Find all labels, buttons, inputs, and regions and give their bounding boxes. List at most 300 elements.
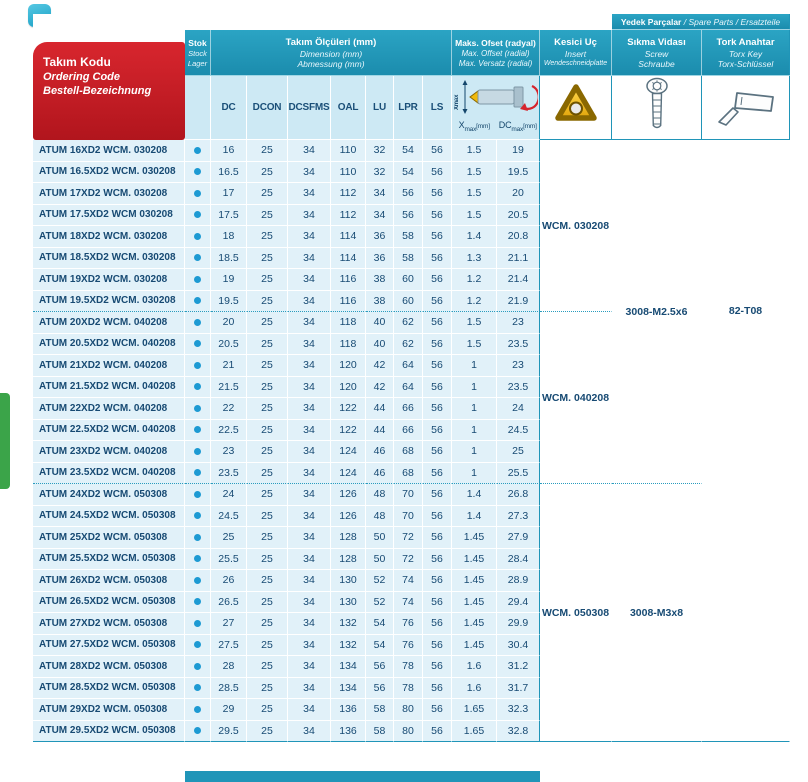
ls-cell: 56 <box>423 312 452 334</box>
dc-cell: 27 <box>211 613 247 635</box>
lpr-cell: 58 <box>394 226 423 248</box>
oal-cell: 120 <box>331 377 366 399</box>
dcsfms-cell: 34 <box>288 398 331 420</box>
dcon-cell: 25 <box>247 312 288 334</box>
oal-cell: 126 <box>331 506 366 528</box>
dc-cell: 24 <box>211 484 247 506</box>
xmax-cell: 1.65 <box>452 699 497 721</box>
insert-icon <box>551 79 601 131</box>
lu-cell: 50 <box>366 549 394 571</box>
ordering-code-cell: ATUM 25XD2 WCM. 050308 <box>33 527 185 549</box>
xmax-cell: 1.6 <box>452 678 497 700</box>
lpr-cell: 54 <box>394 162 423 184</box>
dcsfms-cell: 34 <box>288 140 331 162</box>
col-header-lu: LU <box>366 76 394 140</box>
oal-cell: 112 <box>331 183 366 205</box>
ls-cell: 56 <box>423 549 452 571</box>
lpr-cell: 60 <box>394 269 423 291</box>
ordering-code-cell: ATUM 19XD2 WCM. 030208 <box>33 269 185 291</box>
oal-cell: 120 <box>331 355 366 377</box>
stock-cell <box>185 312 211 334</box>
ls-cell: 56 <box>423 334 452 356</box>
dcmax-column-label: $DC_{max}[mm]$ <box>498 120 537 133</box>
stock-cell <box>185 613 211 635</box>
dcmax-cell: 23.5 <box>497 377 540 399</box>
xmax-cell: 1 <box>452 398 497 420</box>
lu-cell: 58 <box>366 721 394 743</box>
screw-header: Sıkma Vidası Screw Schraube <box>612 30 702 76</box>
stock-dot <box>194 168 201 175</box>
stock-cell <box>185 398 211 420</box>
dcon-cell: 25 <box>247 656 288 678</box>
ls-cell: 56 <box>423 527 452 549</box>
xmax-cell: 1.6 <box>452 656 497 678</box>
stock-dot <box>194 663 201 670</box>
ls-cell: 56 <box>423 355 452 377</box>
ls-cell: 56 <box>423 463 452 485</box>
dc-cell: 19.5 <box>211 291 247 313</box>
lpr-cell: 72 <box>394 527 423 549</box>
offset-column-labels <box>452 120 539 133</box>
screw-icon <box>643 77 671 133</box>
dcmax-cell: 26.8 <box>497 484 540 506</box>
dcon-cell: 25 <box>247 441 288 463</box>
dcsfms-cell: 34 <box>288 355 331 377</box>
dc-cell: 22.5 <box>211 420 247 442</box>
stock-cell <box>185 656 211 678</box>
dcsfms-cell: 34 <box>288 441 331 463</box>
dc-cell: 19 <box>211 269 247 291</box>
dc-cell: 23 <box>211 441 247 463</box>
lu-cell: 46 <box>366 441 394 463</box>
dcon-cell: 25 <box>247 420 288 442</box>
lpr-cell: 62 <box>394 334 423 356</box>
oal-cell: 116 <box>331 291 366 313</box>
torx-key-icon <box>713 84 779 126</box>
dcmax-cell: 32.3 <box>497 699 540 721</box>
oal-cell: 110 <box>331 140 366 162</box>
lu-cell: 42 <box>366 377 394 399</box>
dc-cell: 22 <box>211 398 247 420</box>
ls-cell: 56 <box>423 205 452 227</box>
lpr-cell: 78 <box>394 678 423 700</box>
lu-cell: 40 <box>366 312 394 334</box>
stock-cell <box>185 635 211 657</box>
torx-group-cell: 82-T08 <box>702 140 790 742</box>
xmax-cell: 1.65 <box>452 721 497 743</box>
ordering-code-cell: ATUM 22XD2 WCM. 040208 <box>33 398 185 420</box>
xmax-cell: 1.5 <box>452 162 497 184</box>
ordering-code-cell: ATUM 17.5XD2 WCM 030208 <box>33 205 185 227</box>
stock-cell <box>185 269 211 291</box>
max-offset-header: Maks. Ofset (radyal) Max. Offset (radial) Max. Versatz (radial) <box>452 30 540 76</box>
oal-cell: 134 <box>331 656 366 678</box>
dcsfms-cell: 34 <box>288 183 331 205</box>
lpr-cell: 66 <box>394 398 423 420</box>
dcmax-cell: 20 <box>497 183 540 205</box>
dcsfms-cell: 34 <box>288 463 331 485</box>
dcon-cell: 25 <box>247 248 288 270</box>
lu-cell: 32 <box>366 162 394 184</box>
col-header-oal: OAL <box>331 76 366 140</box>
dcsfms-cell: 34 <box>288 291 331 313</box>
ls-cell: 56 <box>423 162 452 184</box>
ls-cell: 56 <box>423 183 452 205</box>
xmax-cell: 1.5 <box>452 334 497 356</box>
stock-cell <box>185 248 211 270</box>
ls-cell: 56 <box>423 398 452 420</box>
lu-cell: 56 <box>366 678 394 700</box>
insert-group-cell: WCM. 040208 <box>540 312 612 484</box>
dcmax-cell: 27.9 <box>497 527 540 549</box>
lu-cell: 52 <box>366 592 394 614</box>
stock-cell <box>185 205 211 227</box>
dc-cell: 17.5 <box>211 205 247 227</box>
oal-cell: 114 <box>331 226 366 248</box>
dcmax-cell: 32.8 <box>497 721 540 743</box>
lpr-cell: 64 <box>394 377 423 399</box>
ordering-code-cell: ATUM 21.5XD2 WCM. 040208 <box>33 377 185 399</box>
lu-cell: 38 <box>366 291 394 313</box>
lpr-cell: 54 <box>394 140 423 162</box>
stock-dot <box>194 512 201 519</box>
dcsfms-cell: 34 <box>288 635 331 657</box>
xmax-cell: 1.4 <box>452 484 497 506</box>
dc-cell: 27.5 <box>211 635 247 657</box>
dcsfms-cell: 34 <box>288 334 331 356</box>
lu-cell: 38 <box>366 269 394 291</box>
lu-cell: 48 <box>366 484 394 506</box>
dcmax-cell: 29.9 <box>497 613 540 635</box>
stock-cell <box>185 484 211 506</box>
lu-cell: 32 <box>366 140 394 162</box>
lpr-cell: 68 <box>394 441 423 463</box>
stock-cell <box>185 678 211 700</box>
dc-cell: 29 <box>211 699 247 721</box>
lpr-cell: 68 <box>394 463 423 485</box>
stock-dot <box>194 254 201 261</box>
dcsfms-cell: 34 <box>288 570 331 592</box>
ordering-code-cell: ATUM 24.5XD2 WCM. 050308 <box>33 506 185 528</box>
dcon-cell: 25 <box>247 699 288 721</box>
screw-group-cell: 3008-M3x8 <box>612 484 702 742</box>
dcsfms-cell: 34 <box>288 162 331 184</box>
stock-dot <box>194 684 201 691</box>
stock-dot <box>194 297 201 304</box>
ordering-code-cell: ATUM 16.5XD2 WCM. 030208 <box>33 162 185 184</box>
dcon-cell: 25 <box>247 183 288 205</box>
oal-cell: 122 <box>331 398 366 420</box>
ls-cell: 56 <box>423 592 452 614</box>
stock-dot <box>194 233 201 240</box>
ordering-code-cell: ATUM 21XD2 WCM. 040208 <box>33 355 185 377</box>
stock-cell <box>185 441 211 463</box>
page-edge-tab <box>0 393 10 489</box>
dcmax-cell: 21.4 <box>497 269 540 291</box>
oal-cell: 130 <box>331 592 366 614</box>
insert-group-cell: WCM. 050308 <box>540 484 612 742</box>
stock-dot <box>194 319 201 326</box>
dc-cell: 21 <box>211 355 247 377</box>
dcsfms-cell: 34 <box>288 226 331 248</box>
dcon-cell: 25 <box>247 269 288 291</box>
dc-cell: 28 <box>211 656 247 678</box>
dcsfms-cell: 34 <box>288 506 331 528</box>
lu-cell: 36 <box>366 226 394 248</box>
ls-cell: 56 <box>423 226 452 248</box>
dcmax-cell: 30.4 <box>497 635 540 657</box>
lu-cell: 58 <box>366 699 394 721</box>
stock-dot <box>194 555 201 562</box>
ls-cell: 56 <box>423 570 452 592</box>
ordering-code-cell: ATUM 20XD2 WCM. 040208 <box>33 312 185 334</box>
lpr-cell: 70 <box>394 506 423 528</box>
xmax-cell: 1.5 <box>452 183 497 205</box>
torx-icon-cell <box>702 76 790 140</box>
lu-cell: 36 <box>366 248 394 270</box>
offset-tool-diagram-icon <box>454 78 538 116</box>
lpr-cell: 58 <box>394 248 423 270</box>
lu-cell: 48 <box>366 506 394 528</box>
dc-cell: 16 <box>211 140 247 162</box>
dcsfms-cell: 34 <box>288 527 331 549</box>
stock-dot <box>194 620 201 627</box>
oal-cell: 118 <box>331 312 366 334</box>
dcsfms-cell: 34 <box>288 592 331 614</box>
stock-cell <box>185 721 211 743</box>
stock-dot <box>194 383 201 390</box>
stock-cell <box>185 140 211 162</box>
lu-cell: 42 <box>366 355 394 377</box>
stock-dot <box>194 190 201 197</box>
dcon-cell: 25 <box>247 592 288 614</box>
dcon-cell: 25 <box>247 140 288 162</box>
dcon-cell: 25 <box>247 678 288 700</box>
stock-dot <box>194 491 201 498</box>
dcsfms-cell: 34 <box>288 549 331 571</box>
dc-cell: 21.5 <box>211 377 247 399</box>
ls-cell: 56 <box>423 678 452 700</box>
dcmax-cell: 19.5 <box>497 162 540 184</box>
dcsfms-cell: 34 <box>288 377 331 399</box>
ls-cell: 56 <box>423 506 452 528</box>
dcsfms-cell: 34 <box>288 484 331 506</box>
lpr-cell: 56 <box>394 183 423 205</box>
dcmax-cell: 28.9 <box>497 570 540 592</box>
dcmax-cell: 31.7 <box>497 678 540 700</box>
dc-cell: 26 <box>211 570 247 592</box>
ls-cell: 56 <box>423 484 452 506</box>
oal-cell: 116 <box>331 269 366 291</box>
stock-cell <box>185 570 211 592</box>
dcon-cell: 25 <box>247 549 288 571</box>
ordering-code-cell: ATUM 29.5XD2 WCM. 050308 <box>33 721 185 743</box>
stock-subheader <box>185 76 211 140</box>
ordering-code-cell: ATUM 17XD2 WCM. 030208 <box>33 183 185 205</box>
dcon-cell: 25 <box>247 506 288 528</box>
dcmax-cell: 23.5 <box>497 334 540 356</box>
dcmax-cell: 23 <box>497 355 540 377</box>
xmax-cell: 1 <box>452 441 497 463</box>
dcmax-cell: 24 <box>497 398 540 420</box>
xmax-cell: 1.45 <box>452 635 497 657</box>
dc-cell: 17 <box>211 183 247 205</box>
ordering-code-cell: ATUM 23.5XD2 WCM. 040208 <box>33 463 185 485</box>
stock-dot <box>194 448 201 455</box>
ordering-code-cell: ATUM 16XD2 WCM. 030208 <box>33 140 185 162</box>
dc-cell: 25.5 <box>211 549 247 571</box>
stock-dot <box>194 641 201 648</box>
xmax-cell: 1 <box>452 377 497 399</box>
ordering-code-cell: ATUM 19.5XD2 WCM. 030208 <box>33 291 185 313</box>
dcon-cell: 25 <box>247 527 288 549</box>
dcsfms-cell: 34 <box>288 312 331 334</box>
ordering-code-title-en: Ordering Code <box>43 71 121 83</box>
oal-cell: 114 <box>331 248 366 270</box>
ordering-code-cell: ATUM 25.5XD2 WCM. 050308 <box>33 549 185 571</box>
xmax-cell: 1.45 <box>452 592 497 614</box>
dcsfms-cell: 34 <box>288 420 331 442</box>
dcon-cell: 25 <box>247 377 288 399</box>
lpr-cell: 80 <box>394 721 423 743</box>
ls-cell: 56 <box>423 420 452 442</box>
xmax-cell: 1.2 <box>452 291 497 313</box>
stock-cell <box>185 592 211 614</box>
oal-cell: 124 <box>331 441 366 463</box>
xmax-cell: 1 <box>452 355 497 377</box>
dcon-cell: 25 <box>247 334 288 356</box>
xmax-cell: 1.45 <box>452 613 497 635</box>
screw-icon-cell <box>612 76 702 140</box>
stock-cell <box>185 162 211 184</box>
ordering-code-cell: ATUM 22.5XD2 WCM. 040208 <box>33 420 185 442</box>
oal-cell: 134 <box>331 678 366 700</box>
oal-cell: 132 <box>331 613 366 635</box>
dcmax-cell: 31.2 <box>497 656 540 678</box>
stock-cell <box>185 377 211 399</box>
dcon-cell: 25 <box>247 484 288 506</box>
stock-dot <box>194 362 201 369</box>
dcon-cell: 25 <box>247 355 288 377</box>
ordering-code-cell: ATUM 27.5XD2 WCM. 050308 <box>33 635 185 657</box>
ordering-code-cell: ATUM 27XD2 WCM. 050308 <box>33 613 185 635</box>
lpr-cell: 76 <box>394 613 423 635</box>
xmax-cell: 1.45 <box>452 570 497 592</box>
ordering-code-title-tr: Takım Kodu <box>43 55 111 69</box>
ordering-code-cell: ATUM 24XD2 WCM. 050308 <box>33 484 185 506</box>
oal-cell: 130 <box>331 570 366 592</box>
spare-parts-band-row <box>33 14 790 30</box>
ordering-code-cell: ATUM 18XD2 WCM. 030208 <box>33 226 185 248</box>
lu-cell: 40 <box>366 334 394 356</box>
lpr-cell: 76 <box>394 635 423 657</box>
xmax-cell: 1.2 <box>452 269 497 291</box>
dcon-cell: 25 <box>247 570 288 592</box>
xmax-column-label: $X_{max}[mm]$ <box>458 120 490 133</box>
dcon-cell: 25 <box>247 398 288 420</box>
lu-cell: 44 <box>366 398 394 420</box>
dcmax-cell: 29.4 <box>497 592 540 614</box>
insert-header: Kesici Uç Insert Wendeschneidplatte <box>540 30 612 76</box>
ls-cell: 56 <box>423 699 452 721</box>
dc-cell: 16.5 <box>211 162 247 184</box>
ls-cell: 56 <box>423 269 452 291</box>
dcon-cell: 25 <box>247 721 288 743</box>
dcon-cell: 25 <box>247 463 288 485</box>
ls-cell: 56 <box>423 656 452 678</box>
lpr-cell: 78 <box>394 656 423 678</box>
catalog-body <box>33 140 790 742</box>
col-header-lpr: LPR <box>394 76 423 140</box>
dcsfms-cell: 34 <box>288 656 331 678</box>
stock-dot <box>194 598 201 605</box>
oal-cell: 122 <box>331 420 366 442</box>
xmax-cell: 1.45 <box>452 527 497 549</box>
dcmax-cell: 24.5 <box>497 420 540 442</box>
lu-cell: 54 <box>366 613 394 635</box>
insert-group-cell: WCM. 030208 <box>540 140 612 312</box>
offset-subheader <box>452 76 540 140</box>
ordering-code-cell: ATUM 29XD2 WCM. 050308 <box>33 699 185 721</box>
dc-cell: 18.5 <box>211 248 247 270</box>
oal-cell: 110 <box>331 162 366 184</box>
dcmax-cell: 21.9 <box>497 291 540 313</box>
ordering-code-header <box>33 42 185 140</box>
xmax-cell: 1.4 <box>452 506 497 528</box>
xmax-diagram-label: Xmax <box>453 94 460 110</box>
stock-cell <box>185 183 211 205</box>
lpr-cell: 62 <box>394 312 423 334</box>
stock-cell <box>185 291 211 313</box>
stock-dot <box>194 706 201 713</box>
col-header-ls: LS <box>423 76 452 140</box>
ordering-code-cell: ATUM 23XD2 WCM. 040208 <box>33 441 185 463</box>
oal-cell: 136 <box>331 699 366 721</box>
xmax-cell: 1.4 <box>452 226 497 248</box>
ordering-code-title-de: Bestell-Bezeichnung <box>43 85 152 97</box>
dcmax-cell: 21.1 <box>497 248 540 270</box>
lu-cell: 56 <box>366 656 394 678</box>
dcsfms-cell: 34 <box>288 269 331 291</box>
dcsfms-cell: 34 <box>288 678 331 700</box>
col-header-dcsfms: DCSFMS <box>288 76 331 140</box>
spare-parts-header: Yedek Parçalar / Spare Parts / Ersatzteile <box>612 14 790 30</box>
oal-cell: 118 <box>331 334 366 356</box>
stock-cell <box>185 420 211 442</box>
stock-cell <box>185 549 211 571</box>
lpr-cell: 80 <box>394 699 423 721</box>
table-row <box>33 140 790 162</box>
stock-dot <box>194 426 201 433</box>
lpr-cell: 74 <box>394 570 423 592</box>
stock-cell <box>185 226 211 248</box>
dcsfms-cell: 34 <box>288 721 331 743</box>
ordering-code-cell: ATUM 26XD2 WCM. 050308 <box>33 570 185 592</box>
ls-cell: 56 <box>423 248 452 270</box>
dc-cell: 26.5 <box>211 592 247 614</box>
xmax-cell: 1 <box>452 420 497 442</box>
lu-cell: 50 <box>366 527 394 549</box>
lpr-cell: 74 <box>394 592 423 614</box>
ordering-code-cell: ATUM 28.5XD2 WCM. 050308 <box>33 678 185 700</box>
stock-cell <box>185 334 211 356</box>
ordering-code-cell: ATUM 26.5XD2 WCM. 050308 <box>33 592 185 614</box>
stock-cell <box>185 506 211 528</box>
table-row <box>33 484 790 506</box>
stock-dot <box>194 469 201 476</box>
torx-header: Tork Anahtar Torx Key Torx-Schlüssel <box>702 30 790 76</box>
stock-dot <box>194 147 201 154</box>
